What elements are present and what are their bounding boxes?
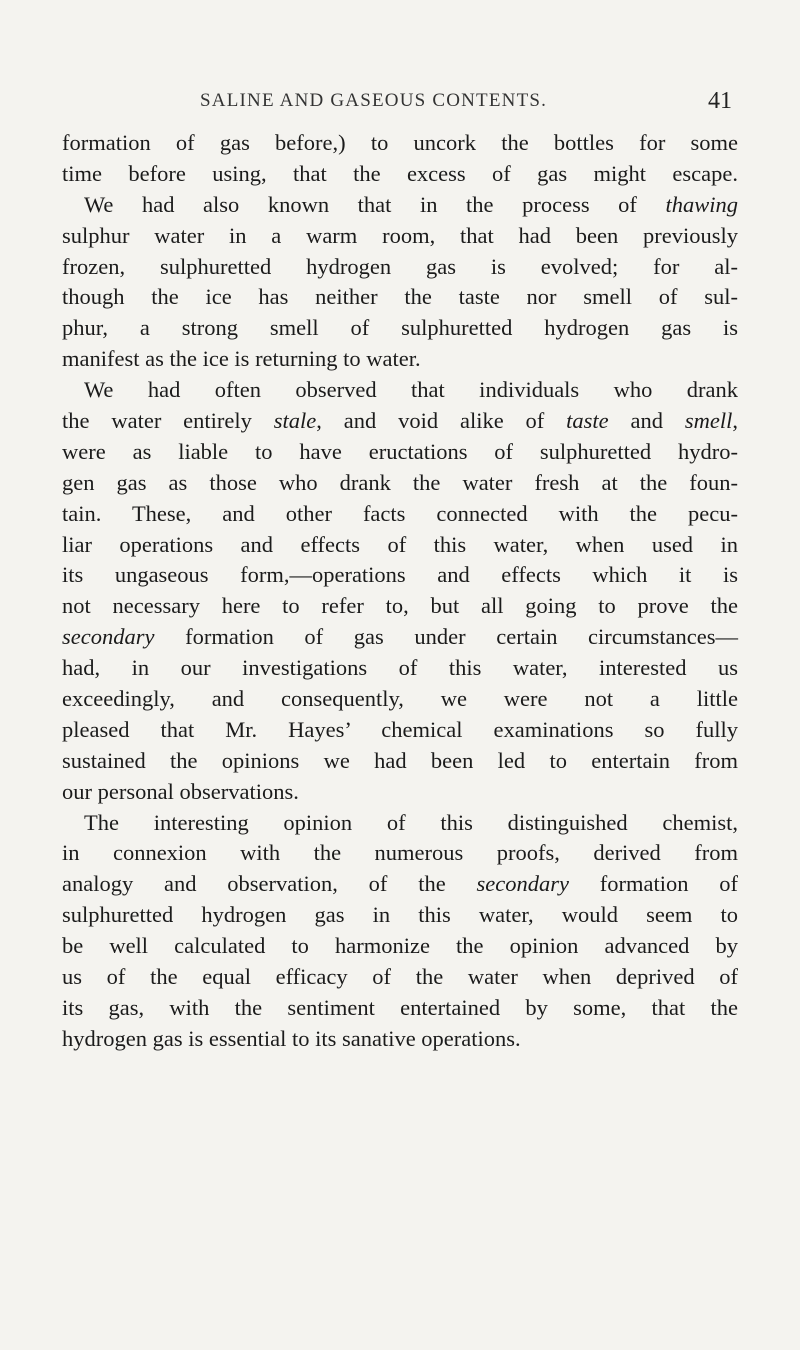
text-run: We had also known that in the process of — [84, 191, 666, 217]
text-line — [62, 808, 738, 839]
page-number: 41 — [708, 88, 732, 114]
text-line — [62, 560, 738, 591]
text-line — [62, 282, 738, 313]
text-run: time before using, that the excess of gas might escape. — [62, 160, 738, 186]
text-line — [62, 962, 738, 993]
text-run: , and void alike of — [316, 408, 567, 434]
text-line — [62, 869, 738, 900]
text-line — [62, 468, 738, 499]
text-line — [62, 530, 738, 561]
text-run: frozen, sulphuretted hydrogen gas is evolved; for al- — [62, 253, 738, 279]
text-run: The interesting opinion of this distinguished chemist, — [84, 809, 738, 835]
text-run: sustained the opinions we had been led to entertain from — [62, 747, 738, 773]
text-run: sulphur water in a warm room, that had been previously — [62, 222, 738, 248]
text-line — [62, 344, 738, 375]
text-run: formation of gas before,) to uncork the bottles for some — [62, 130, 738, 155]
text-line — [62, 777, 738, 808]
text-run: and — [608, 408, 685, 434]
text-run: tain. These, and other facts connected with the pecu- — [62, 500, 738, 526]
text-line — [62, 313, 738, 344]
text-run: the water entirely — [62, 408, 274, 434]
text-line — [62, 715, 738, 746]
text-run: pleased that Mr. Hayes’ chemical examinations so fully — [62, 716, 738, 742]
text-line — [62, 252, 738, 283]
text-run: though the ice has neither the taste nor smell of sul- — [62, 284, 738, 310]
text-run: our personal observations. — [62, 778, 299, 804]
text-run: exceedingly, and consequently, we were not a little — [62, 686, 738, 712]
text-run: us of the equal efficacy of the water when deprived of — [62, 964, 738, 990]
italic-text: taste — [566, 408, 609, 434]
text-line — [62, 221, 738, 252]
text-line — [62, 1024, 738, 1055]
text-run: its ungaseous form,—operations and effects which it is — [62, 562, 738, 588]
text-run: hydrogen gas is essential to its sanative operations. — [62, 1025, 521, 1051]
text-run: gen gas as those who drank the water fresh at the foun- — [62, 469, 738, 495]
text-line — [62, 190, 738, 221]
text-run: manifest as the ice is returning to water. — [62, 346, 421, 372]
text-run: be well calculated to harmonize the opinion advanced by — [62, 933, 738, 959]
text-run: analogy and observation, of the — [62, 871, 477, 897]
text-line — [62, 993, 738, 1024]
text-run: had, in our investigations of this water, interested us — [62, 655, 738, 681]
body-text — [62, 128, 738, 1055]
italic-text: stale — [273, 408, 317, 434]
text-run: , — [732, 408, 738, 434]
running-title: SALINE AND GASEOUS CONTENTS. — [200, 90, 548, 111]
text-run: phur, a strong smell of sulphuretted hydrogen gas is — [62, 315, 738, 341]
text-line — [62, 746, 738, 777]
text-line — [62, 406, 738, 437]
text-run: not necessary here to refer to, but all going to prove the — [62, 593, 738, 619]
text-run: formation of gas under certain circumstances— — [154, 624, 738, 650]
text-line — [62, 591, 738, 622]
text-run: were as liable to have eructations of sulphuretted hydro- — [62, 438, 738, 464]
text-run: formation of — [568, 871, 739, 897]
text-run: sulphuretted hydrogen gas in this water, would seem to — [62, 902, 738, 928]
text-run: in connexion with the numerous proofs, derived from — [62, 840, 738, 866]
italic-text: secondary — [476, 871, 569, 897]
italic-text: thawing — [665, 191, 738, 217]
italic-text: secondary — [62, 624, 155, 650]
text-line — [62, 375, 738, 406]
text-line — [62, 128, 738, 159]
text-run: liar operations and effects of this water, when used in — [62, 531, 738, 557]
text-run: its gas, with the sentiment entertained by some, that the — [62, 994, 738, 1020]
text-line — [62, 437, 738, 468]
running-header — [0, 88, 800, 118]
text-line — [62, 653, 738, 684]
text-line — [62, 838, 738, 869]
text-line — [62, 159, 738, 190]
text-line — [62, 499, 738, 530]
text-line — [62, 900, 738, 931]
italic-text: smell — [684, 408, 733, 434]
text-line — [62, 684, 738, 715]
text-line — [62, 622, 738, 653]
text-line — [62, 931, 738, 962]
text-run: We had often observed that individuals who drank — [84, 377, 738, 403]
